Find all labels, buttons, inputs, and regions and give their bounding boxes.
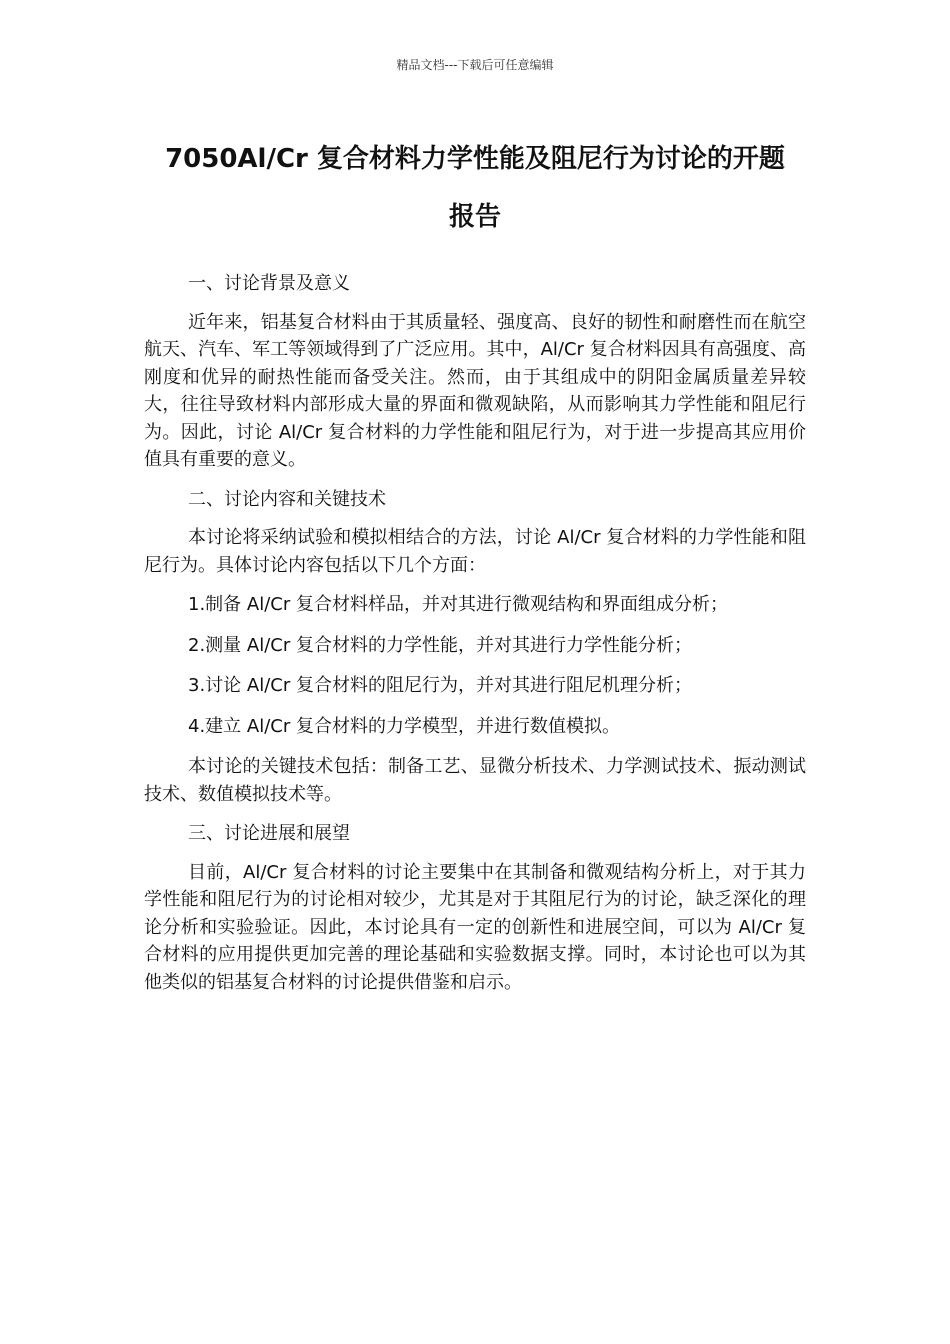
paragraph-background: 近年来，铝基复合材料由于其质量轻、强度高、良好的韧性和耐磨性而在航空航天、汽车、军工等领域得到了广泛应用。其中，Al/Cr 复合材料因具有高强度、高刚度和优异的耐热性能而备受关注。然而，由于其组成中的阴阳金属质量差异较大，往往导致材料内部形成大量的界面和微观缺陷，从而影响其力学性能和阻尼行为。因此，讨论 Al/Cr 复合材料的力学性能和阻尼行为，对于进一步提高其应用价值具有重要的意义。 bbox=[144, 311, 806, 470]
title-line-1: 7050Al/Cr 复合材料力学性能及阻尼行为讨论的开题 bbox=[165, 144, 785, 174]
list-item-3: 3.讨论 Al/Cr 复合材料的阻尼行为，并对其进行阻尼机理分析； bbox=[188, 675, 692, 696]
header-note: 精品文档---下载后可任意编辑 bbox=[396, 58, 554, 72]
paragraph-progress: 目前，Al/Cr 复合材料的讨论主要集中在其制备和微观结构分析上，对于其力学性能和阻尼行为的讨论相对较少，尤其是对于其阻尼行为的讨论，缺乏深化的理论分析和实验验证。因此，本讨论具有一定的创新性和进展空间，可以为 Al/Cr 复合材料的应用提供更加完善的理论基础和实验数据支撑。同时，本讨论也可以为其他类似的铝基复合材料的讨论提供借鉴和启示。 bbox=[144, 861, 806, 993]
document-body bbox=[144, 270, 806, 1008]
paragraph-content-intro: 本讨论将采纳试验和模拟相结合的方法，讨论 Al/Cr 复合材料的力学性能和阻尼行为。具体讨论内容包括以下几个方面： bbox=[144, 527, 806, 576]
title-line-2: 报告 bbox=[448, 202, 501, 232]
section-heading-progress: 三、讨论进展和展望 bbox=[188, 823, 350, 844]
list-item-1: 1.制备 Al/Cr 复合材料样品，并对其进行微观结构和界面组成分析； bbox=[188, 594, 728, 615]
paragraph-key-technologies: 本讨论的关键技术包括：制备工艺、显微分析技术、力学测试技术、振动测试技术、数值模拟技术等。 bbox=[144, 756, 806, 805]
list-item-4: 4.建立 Al/Cr 复合材料的力学模型，并进行数值模拟。 bbox=[188, 715, 620, 737]
section-heading-background: 一、讨论背景及意义 bbox=[188, 273, 350, 294]
section-heading-content: 二、讨论内容和关键技术 bbox=[188, 488, 386, 510]
list-item-2: 2.测量 Al/Cr 复合材料的力学性能，并对其进行力学性能分析； bbox=[188, 634, 692, 656]
document-title bbox=[120, 130, 830, 246]
